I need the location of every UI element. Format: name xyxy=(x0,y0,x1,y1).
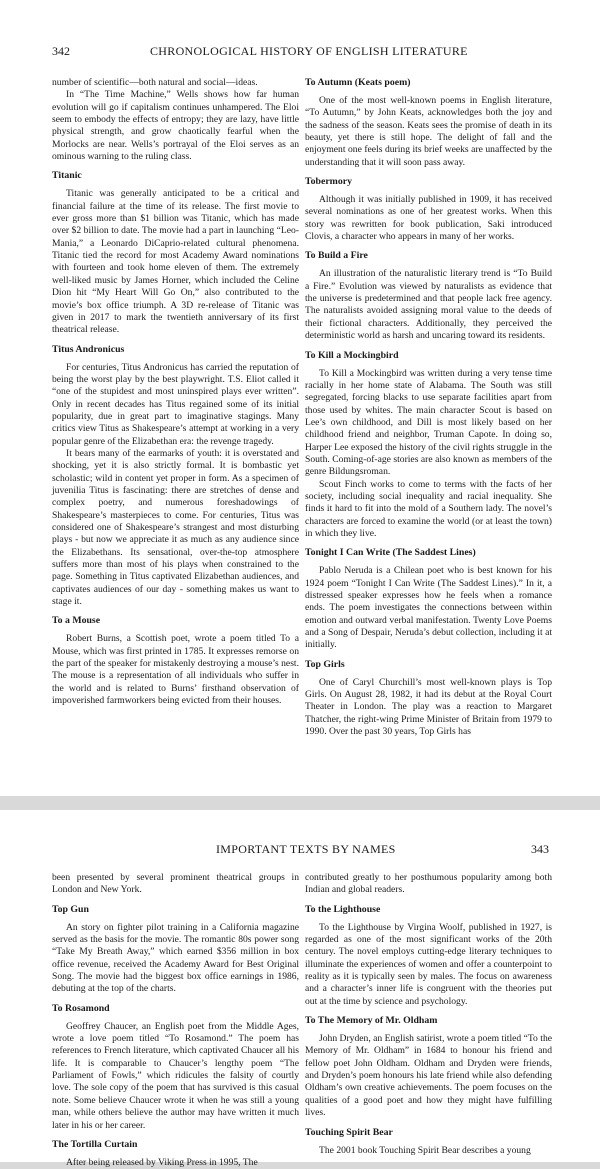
section-heading: To Kill a Mockingbird xyxy=(305,349,399,361)
section-heading: To Rosamond xyxy=(52,1002,110,1014)
section-heading: To the Lighthouse xyxy=(305,903,381,915)
body-paragraph: An illustration of the naturalistic literary trend is “To Build a Fire.” Evolution was viewed by naturalists as evidence that the universe is predetermined and that people lack free agency. The naturalists avoided assigning moral value to the deeds of their fictional characters. Additionally, they perceived the deterministic world as harsh and uncaring toward its residents. xyxy=(305,268,552,342)
body-paragraph: Scout Finch works to come to terms with the facts of her society, including social inequality and racial inequality. She finds it hard to fit into the mold of a Southern lady. The novel’s characters are forced to examine the world (or at least the town) in which they live. xyxy=(305,478,552,539)
section-heading: Tonight I Can Write (The Saddest Lines) xyxy=(305,547,476,559)
right-column xyxy=(305,77,552,738)
body-paragraph: An story on fighter pilot training in a California magazine served as the basis for the movie. The romantic 80s power song “Take My Breath Away,” which earned $356 million in box office revenue, received the Academy Award for Best Original Song. The movie had the biggest box office earnings in 1986, debuting at the top of the charts. xyxy=(52,921,299,995)
body-paragraph: Pablo Neruda is a Chilean poet who is best known for his 1924 poem “Tonight I Can Write (The Saddest Lines).” In it, a distressed speaker expresses how he feels when a romance ends. The poem investigates the connections between within emotion and outward verbal manifestation. Twenty Love Poems and a Song of Despair, Neruda’s debut collection, including it at initially. xyxy=(305,565,552,651)
body-paragraph: One of Caryl Churchill’s most well-known plays is Top Girls. On August 28, 1982, it had its debut at the Royal Court Theater in London. The play was a reaction to Margaret Thatcher, the right-wing Prime Minister of Britain from 1979 to 1990. Over the past 30 years, Top Girls has xyxy=(305,676,552,738)
running-head: IMPORTANT TEXTS BY NAMES xyxy=(216,842,396,856)
body-paragraph: Titanic was generally anticipated to be a critical and financial failure at the time of its release. The first movie to ever gross more than $1 billion was Titanic, which has made over $2 billion to date. The movie had a part in launching “Leo-Mania,” a Leonardo DiCaprio-related cultural phenomena. Titanic tied the record for most Academy Award nominations with fourteen and took home eleven of them. The extremely well-liked music by James Horner, which included the Celine Dion hit “My Heart Will Go On,” also contributed to the movie’s box office triumph. A 3D re-release of Titanic was given in 2017 to mark the twentieth anniversary of its first theatrical release. xyxy=(52,188,299,336)
section-heading: To Autumn (Keats poem) xyxy=(305,77,411,88)
page-header xyxy=(0,42,600,62)
body-paragraph: To the Lighthouse by Virgina Woolf, published in 1927, is regarded as one of the most significant works of the 20th century. The novel employs cutting-edge literary techniques to illuminate the experiences of women and offer a counterpoint to reality as it is typically seen by males. The focus on awareness and a character’s inner life is congruent with the theories put out at the time by science and psychology. xyxy=(305,921,552,1007)
body-paragraph: One of the most well-known poems in English literature, “To Autumn,” by John Keats, acknowledges both the joy and the sadness of the season. Keats sees the promise of death in its beauty, yet there is still hope. The delight of fall and the enjoyment one feels during its brief weeks are unaffected by the understanding that it will soon pass away. xyxy=(305,95,552,168)
section-heading: Titanic xyxy=(52,170,82,182)
section-heading: To Build a Fire xyxy=(305,250,368,262)
left-column xyxy=(52,872,299,1169)
page-header xyxy=(0,840,600,860)
body-paragraph: Geoffrey Chaucer, an English poet from the Middle Ages, wrote a love poem titled “To Rosamond.” The poem has references to French literature, which captivated Chaucer all his life. It is comparable to Chaucer’s lengthy poem “The Parliament of Fowls,” which ridicules the falsity of courtly love. The sole copy of the poem that has survived is this casual note. Some believe Chaucer wrote it when he was still a young man, while others believe the author may have written it much later in his or her career. xyxy=(52,1020,299,1131)
section-heading: To The Memory of Mr. Oldham xyxy=(305,1015,438,1027)
body-paragraph: been presented by several prominent theatrical groups in London and New York. xyxy=(52,872,299,896)
body-paragraph: John Dryden, an English satirist, wrote a poem titled “To the Memory of Mr. Oldham” in 1684 to honour his friend and fellow poet John Oldham. Oldham and Dryden were friends, and Dryden’s poem honours his late friend while also defending Oldham’s own creative achievements. The poem focuses on the qualities of a good poet and how they might have fulfilling lives. xyxy=(305,1033,552,1119)
section-heading: To a Mouse xyxy=(52,615,101,627)
running-head: CHRONOLOGICAL HISTORY OF ENGLISH LITERATURE xyxy=(150,44,468,58)
right-column xyxy=(305,872,552,1157)
body-paragraph: Although it was initially published in 1909, it has received several nominations as one of her greatest works. When this story was rewritten for book publication, Saki introduced Clovis, a character who appears in many of her works. xyxy=(305,194,552,243)
section-heading: The Tortilla Curtain xyxy=(52,1138,138,1150)
body-paragraph: After being released by Viking Press in 1995, The xyxy=(66,1156,258,1168)
book-page-343 xyxy=(0,810,600,1168)
page-number: 343 xyxy=(531,842,549,856)
body-paragraph: number of scientific—both natural and social—ideas. xyxy=(52,77,258,88)
body-paragraph: For centuries, Titus Andronicus has carried the reputation of being the worst play by the best playwright. T.S. Eliot called it “one of the stupidest and most uninspired plays ever written”. Only in recent decades has Titus regained some of its initial popularity, due in great part to imaginative stagings. Many critics view Titus as Shakespeare’s attempt at working in a very popular genre of the Elizabethan era: the revenge tragedy. xyxy=(52,361,299,447)
section-heading: Titus Andronicus xyxy=(52,343,125,355)
section-heading: Top Girls xyxy=(305,658,345,670)
body-paragraph: Robert Burns, a Scottish poet, wrote a poem titled To a Mouse, which was first printed in 1785. It expresses remorse on the part of the speaker for mistakenly destroying a mouse’s nest. The mouse is a representation of all individuals who suffer in the world and is related to Burns’ firsthand observation of impoverished farmworkers being evicted from their houses. xyxy=(52,633,299,707)
page-number: 342 xyxy=(52,44,70,58)
section-heading: Top Gun xyxy=(52,903,89,915)
body-paragraph: The 2001 book Touching Spirit Bear describes a young xyxy=(319,1144,531,1156)
section-heading: Touching Spirit Bear xyxy=(305,1126,393,1138)
left-column xyxy=(52,77,299,707)
body-paragraph: It bears many of the earmarks of youth: it is overstated and shocking, yet it is also strictly formal. It is bombastic yet scholastic; wild in content yet proper in form. As a specimen of juvenilia Titus is fascinating: there are stretches of dense and complex poetry, and numerous foreshadowings of Shakespeare’s masterpieces to come. For centuries, Titus was considered one of Shakespeare’s strangest and most disturbing plays - but now we appreciate it as much as any audience since the Elizabethans. Its sensational, over-the-top atmosphere suffers more than most of his plays when constrained to the page. Something in Titus captivated Elizabethan audiences, and captivates audiences of our day - something makes us want to stage it. xyxy=(52,447,299,608)
body-paragraph: In “The Time Machine,” Wells shows how far human evolution will go if capitalism continues unhampered. The Eloi seem to embody the effects of entropy; they are lazy, have little physical strength, and grow chaotically fearful when the Morlocks are near. Wells’s portrayal of the Eloi serves as an ominous warning to the ruling class. xyxy=(52,89,299,163)
body-paragraph: contributed greatly to her posthumous popularity among both Indian and global readers. xyxy=(305,872,552,896)
section-heading: Tobermory xyxy=(305,176,352,188)
body-paragraph: To Kill a Mockingbird was written during a very tense time racially in her home state of Alabama. The South was still segregated, forcing blacks to use separate facilities apart from those used by whites. The main character Scout is based on Lee’s own childhood, and Dill is most likely based on her childhood friend and neighbor, Truman Capote. In doing so, Harper Lee exposed the history of the civil rights struggle in the South. Coming-of-age stories are also known as members of the genre Bildungsroman. xyxy=(305,367,552,478)
